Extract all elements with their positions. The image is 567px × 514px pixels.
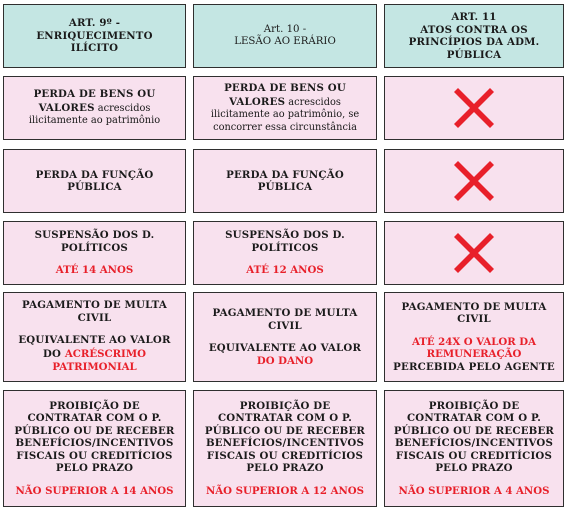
- header-art10-number: Art. 10 -: [263, 23, 307, 35]
- suspensao-art9-text: SUSPENSÃO DOS D. POLÍTICOS: [34, 229, 155, 254]
- perda-bens-art9-text: [12, 88, 177, 128]
- multa-art9-title: PAGAMENTO DE MULTA CIVIL: [22, 299, 167, 324]
- suspensao-art10-limit: ATÉ 12 ANOS: [246, 264, 324, 277]
- cell-multa-art9: [3, 292, 186, 382]
- cell-perda-funcao-art10: [193, 149, 377, 213]
- header-art11-number: ART. 11: [451, 11, 497, 23]
- multa-art9-red: ACRÉSCRIMO PATRIMONIAL: [52, 347, 146, 374]
- cell-perda-bens-art11: [384, 76, 564, 140]
- header-art10: [193, 4, 377, 68]
- proibicao-art9-text: PROIBIÇÃO DE CONTRATAR COM O P. PÚBLICO OU DE RECEBER BENEFÍCIOS/INCENTIVOS FISCAIS OU CREDITÍCIOS PELO PRAZO: [14, 399, 175, 475]
- proibicao-art11-limit: NÃO SUPERIOR A 4 ANOS: [398, 484, 550, 497]
- cell-suspensao-art11: [384, 221, 564, 285]
- cell-proibicao-art11: [384, 390, 564, 507]
- cell-suspensao-art9: [3, 221, 186, 285]
- red-x-icon: [448, 155, 500, 207]
- cell-multa-art10: [193, 292, 377, 382]
- perda-bens-art10-text: [202, 82, 368, 134]
- proibicao-art11-text: PROIBIÇÃO DE CONTRATAR COM O P. PÚBLICO OU DE RECEBER BENEFÍCIOS/INCENTIVOS FISCAIS OU CREDITÍCIOS PELO PRAZO: [393, 399, 555, 475]
- cell-proibicao-art9: [3, 390, 186, 507]
- multa-art10-desc: EQUIVALENTE AO VALOR: [208, 342, 362, 354]
- cell-suspensao-art10: [193, 221, 377, 285]
- header-art11: [384, 4, 564, 68]
- cell-perda-funcao-art9: [3, 149, 186, 213]
- header-art9-title: ENRIQUECIMENTO ILÍCITO: [36, 29, 153, 55]
- cell-perda-bens-art10: [193, 76, 377, 140]
- multa-art11-red: ATÉ 24X O VALOR DA REMUNERAÇÃO: [411, 335, 537, 361]
- cell-multa-art11: [384, 292, 564, 382]
- header-art9: [3, 4, 186, 68]
- header-art11-title: ATOS CONTRA OS PRINCÍPIOS DA ADM. PÚBLICA: [408, 23, 540, 61]
- perda-funcao-art9-text: PERDA DA FUNÇÃO PÚBLICA: [35, 168, 154, 193]
- multa-art9-desc-wrap: [12, 334, 177, 375]
- multa-art10-red: DO DANO: [256, 354, 314, 367]
- proibicao-art9-limit: NÃO SUPERIOR A 14 ANOS: [15, 484, 174, 497]
- perda-bens-art10-bold: PERDA DE BENS OU VALORES: [224, 82, 346, 108]
- red-x-icon: [448, 227, 500, 279]
- perda-bens-art10-rest: acrescidos ilicitamente ao patrimônio, se concorrer essa circunstância: [210, 96, 360, 133]
- red-x-icon: [448, 82, 500, 134]
- proibicao-art10-limit: NÃO SUPERIOR A 12 ANOS: [205, 484, 365, 497]
- multa-art10-title: PAGAMENTO DE MULTA CIVIL: [212, 307, 358, 332]
- cell-proibicao-art10: [193, 390, 377, 507]
- proibicao-art10-text: PROIBIÇÃO DE CONTRATAR COM O P. PÚBLICO OU DE RECEBER BENEFÍCIOS/INCENTIVOS FISCAIS OU CREDITÍCIOS PELO PRAZO: [204, 399, 366, 475]
- cell-perda-funcao-art11: [384, 149, 564, 213]
- perda-bens-art9-rest: acrescidos ilicitamente ao patrimônio: [28, 102, 161, 127]
- header-art10-title: LESÃO AO ERÁRIO: [234, 36, 336, 47]
- header-art9-number: ART. 9º -: [68, 17, 121, 30]
- multa-art9-desc: EQUIVALENTE AO VALOR DO: [18, 334, 171, 360]
- suspensao-art10-text: SUSPENSÃO DOS D. POLÍTICOS: [225, 229, 345, 254]
- multa-art11-desc: PERCEBIDA PELO AGENTE: [393, 360, 555, 373]
- suspensao-art9-limit: ATÉ 14 ANOS: [55, 264, 134, 277]
- cell-perda-bens-art9: [3, 76, 186, 140]
- perda-bens-art9-bold: PERDA DE BENS OU VALORES: [33, 88, 156, 114]
- multa-art11-title: PAGAMENTO DE MULTA CIVIL: [401, 300, 547, 326]
- perda-funcao-art10-text: PERDA DA FUNÇÃO PÚBLICA: [226, 168, 344, 193]
